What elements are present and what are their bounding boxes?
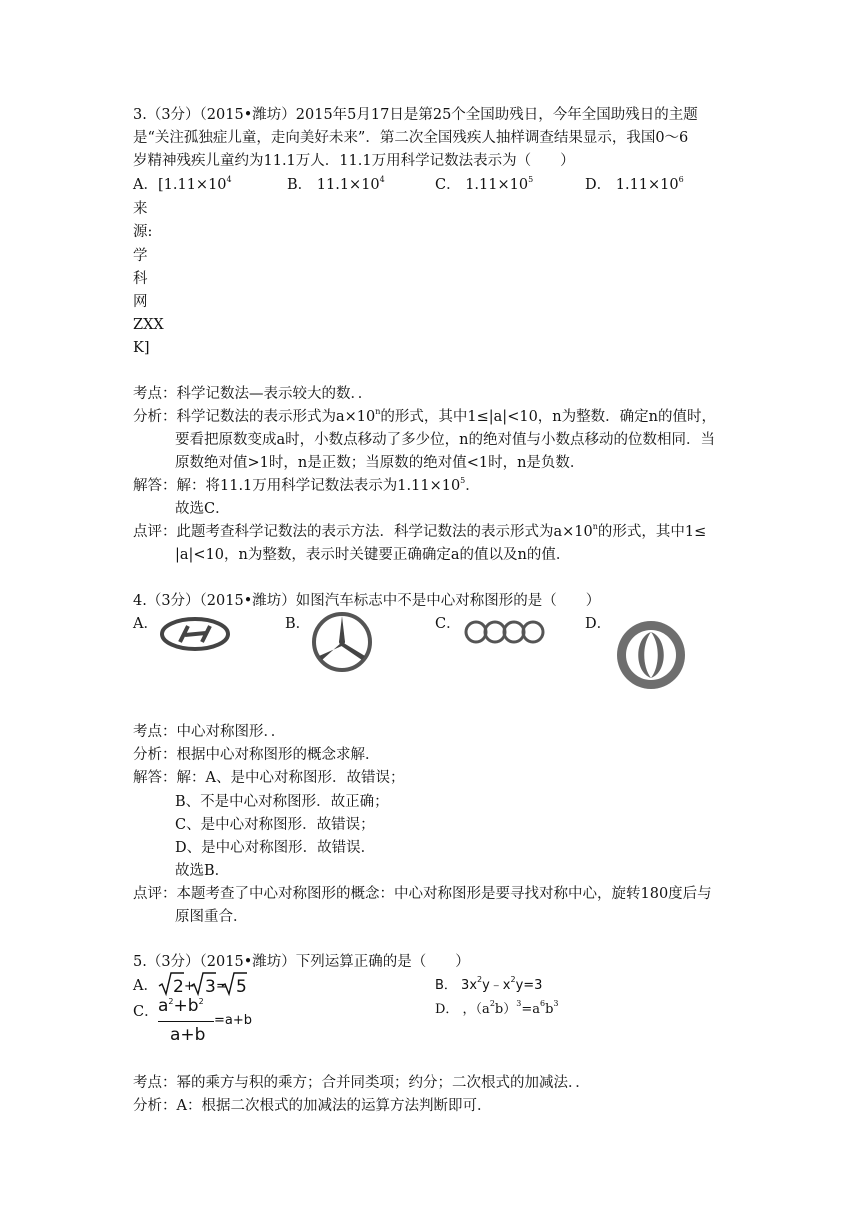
q3-dianping-line-2: |a|<10，n为整数，表示时关键要正确确定a的值以及n的值． [175, 547, 571, 563]
q3-option-c: C． $1.11\times 10^5$ [435, 175, 534, 193]
q4-option-c-label: C． [435, 616, 461, 632]
q5-option-a-radicand-2: 3 [205, 977, 216, 997]
q4-jieda-line-4: D、是中心对称图形．故错误． [175, 840, 376, 856]
q5-option-a-radicand-3: 5 [236, 977, 247, 997]
q5-option-c-fraction-bar [158, 1021, 214, 1022]
q5-option-c-rhs: =a+b [214, 1013, 253, 1028]
q5-option-a-radicals [158, 970, 248, 998]
q4-option-b-label: B． [285, 616, 311, 632]
q5-option-d: D． ，$(a^2b)^3=a^6b^3$ [435, 999, 559, 1017]
q4-jieda-line-1: 解答：解：A、是中心对称图形．故错误； [133, 770, 405, 786]
q3-fenxi-line-3: 原数绝对值>1时，n是正数；当原数的绝对值<1时，n是负数． [175, 455, 585, 471]
hyundai-logo-icon [160, 616, 230, 652]
q4-jieda-line-3: C、是中心对称图形．故错误； [175, 817, 375, 833]
q3-fenxi-line-2: 要看把原数变成a时，小数点移动了多少位，n的绝对值与小数点移动的位数相同．当 [175, 432, 715, 448]
source-char-5: 网 [133, 294, 148, 310]
source-char-7: K] [133, 340, 150, 356]
q5-option-b: B． $3x^2y﹣x^2y=3$ [435, 975, 543, 993]
dongfeng-logo-icon [612, 618, 690, 692]
q5-option-a-radicand-1: 2 [173, 977, 184, 997]
q5-option-c-numerator: $a^2+b^2$ [158, 996, 204, 1016]
q4-kaodian: 考点：中心对称图形．． [133, 724, 286, 740]
source-char-4: 科 [133, 271, 148, 287]
q4-fenxi: 分析：根据中心对称图形的概念求解． [133, 747, 380, 763]
q5-kaodian: 考点：幂的乘方与积的乘方；合并同类项；约分；二次根式的加减法．． [133, 1075, 590, 1091]
source-char-2: 源: [133, 224, 153, 240]
q3-stem-line-3: 岁精神残疾儿童约为11.1万人．11.1万用科学记数法表示为（ ） [133, 153, 575, 169]
q4-dianping-line-1: 点评：本题考查了中心对称图形的概念：中心对称图形是要寻找对称中心，旋转180度后与 [133, 886, 712, 902]
q4-jieda-line-2: B、不是中心对称图形．故正确； [175, 794, 389, 810]
q3-option-a: A．[$1.11\times 10^4$ [133, 175, 232, 193]
q5-option-a-label: A． [133, 978, 158, 994]
q3-kaodian: 考点：科学记数法—表示较大的数．． [133, 386, 373, 402]
mercedes-logo-icon [310, 610, 374, 674]
q3-stem-line-1: 3.（3分）（2015•潍坊）2015年5月17日是第25个全国助残日，今年全国助残日的主题 [133, 107, 698, 123]
q3-jieda-line-1: 解答：解：将11.1万用科学记数法表示为$1.11\times 10^5$． [133, 476, 480, 494]
q4-stem: 4.（3分）（2015•潍坊）如图汽车标志中不是中心对称图形的是（ ） [133, 593, 601, 609]
q5-stem: 5.（3分）（2015•潍坊）下列运算正确的是（ ） [133, 954, 470, 970]
q3-fenxi-line-1: 分析：科学记数法的表示形式为$a\times 10^n$的形式，其中1≤|a|<10，n为整数．确定n的值时， [133, 407, 716, 425]
q4-jieda-line-5: 故选B． [175, 863, 230, 879]
q5-fenxi: 分析：A：根据二次根式的加减法的运算方法判断即可． [133, 1098, 492, 1114]
q3-dianping-line-1: 点评：此题考查科学记数法的表示方法．科学记数法的表示形式为$a\times 10^n$的形式，其中1≤ [133, 522, 707, 540]
source-char-3: 学 [133, 248, 148, 264]
q4-option-d-label: D． [585, 616, 612, 632]
q4-option-a-label: A． [133, 616, 158, 632]
q3-option-d: D． $1.11\times 10^6$ [585, 175, 684, 193]
q4-dianping-line-2: 原图重合． [175, 909, 248, 925]
q5-option-c-label: C． [133, 1004, 159, 1020]
q3-stem-line-2: 是“关注孤独症儿童，走向美好未来”．第二次全国残疾人抽样调查结果显示，我国0～6 [133, 130, 689, 146]
q5-option-a-plus: + [184, 979, 195, 994]
source-char-6: ZXX [133, 317, 164, 333]
source-char-1: 来 [133, 201, 148, 217]
q5-option-a-equals: = [216, 979, 227, 994]
q5-option-c-denominator: a+b [170, 1025, 206, 1045]
q3-option-b: B． $11.1\times 10^4$ [287, 175, 385, 193]
audi-logo-icon [462, 618, 548, 646]
q3-jieda-line-2: 故选C． [175, 501, 230, 517]
